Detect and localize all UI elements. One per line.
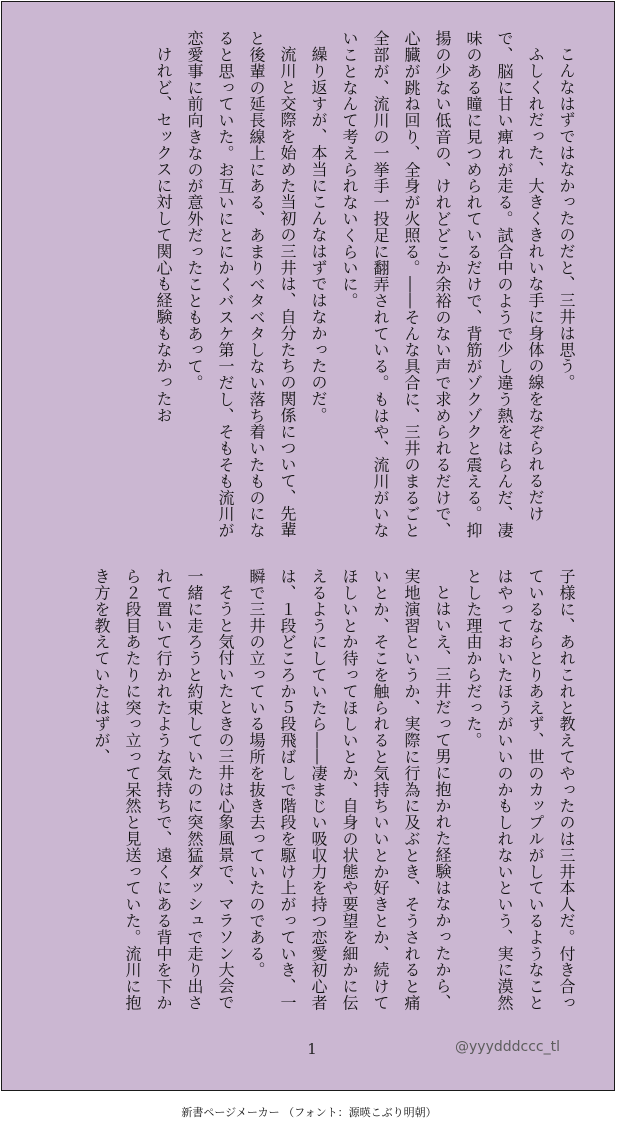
paragraph: ふしくれだった、大きくきれいな手に身体の線をなぞられるだけで、脳に甘い痺れが走る。試合中のようで少し違う熱をはらんだ、凄味のある瞳に見つめられているだけで、背筋がゾクゾクと震える。抑揚の少ない低音の、けれどどこか余裕のない声で求められるだけで、心臓が跳ね回り、全身が火照る。――そんな具合に、三井のまるごと全部が、流川の一挙手一投足に翻弄されている。もはや、流川がいないことなんて考えられないくらいに。 <box>340 30 545 539</box>
page-number: 1 <box>307 1040 317 1058</box>
novel-page <box>1 1 615 1091</box>
paragraph: とはいえ、三井だって男に抱かれた経験はなかったから、実地演習というか、実際に行為に及ぶとき、そうされると痛いとか、そこを触られると気持ちいいとか好きとか、続けてほしいとか待ってほしいとか、自身の状態や要望を細かに伝えるようにしていたら――凄まじい吸収力を持つ恋愛初心者は、１段どころか５段飛ばしで階段を駆け上がっていき、一瞬で三井の立っている場所を抜き去っていたのである。 <box>247 568 452 1011</box>
paragraph: 子様に、あれこれと教えてやったのは三井本人だ。付き合っているならとりあえず、世のカップルがしているようなことはやっておいたほうがいいのかもしれないという、実に漠然とした理由からだった。 <box>464 568 576 1011</box>
paragraph: そうと気付いたときの三井は心象風景で、マラソン大会で一緒に走ろうと約束していたのに突然猛ダッシュで走り出されて置いて行かれたような気持ちで、遠くにある背中を下から２段目あたりに突っ立って呆然と見送っていた。流川に抱き方を教えていたはずが、 <box>92 568 235 1011</box>
paragraph: こんなはずではなかったのだと、三井は思う。 <box>557 46 576 391</box>
paragraph: けれど、セックスに対して関心も経験もなかったお <box>154 46 173 424</box>
author-handle: @yyydddccc_tl <box>455 1039 560 1055</box>
paragraph: 流川と交際を始めた当初の三井は、自分たちの関係について、先輩と後輩の延長線上にある、あまりベタベタしない落ち着いたものになると思っていた。お互いにとにかくバスケ第一だし、そもそも流川が恋愛事に前向きなのが意外だったこともあって。 <box>185 30 297 539</box>
text-block-lower <box>40 568 582 1016</box>
paragraph: 繰り返すが、本当にこんなはずではなかったのだ。 <box>309 46 328 424</box>
generator-credit: 新書ページメーカー （フォント：源暎こぶり明朝） <box>181 1106 437 1119</box>
text-block-upper <box>40 30 582 540</box>
